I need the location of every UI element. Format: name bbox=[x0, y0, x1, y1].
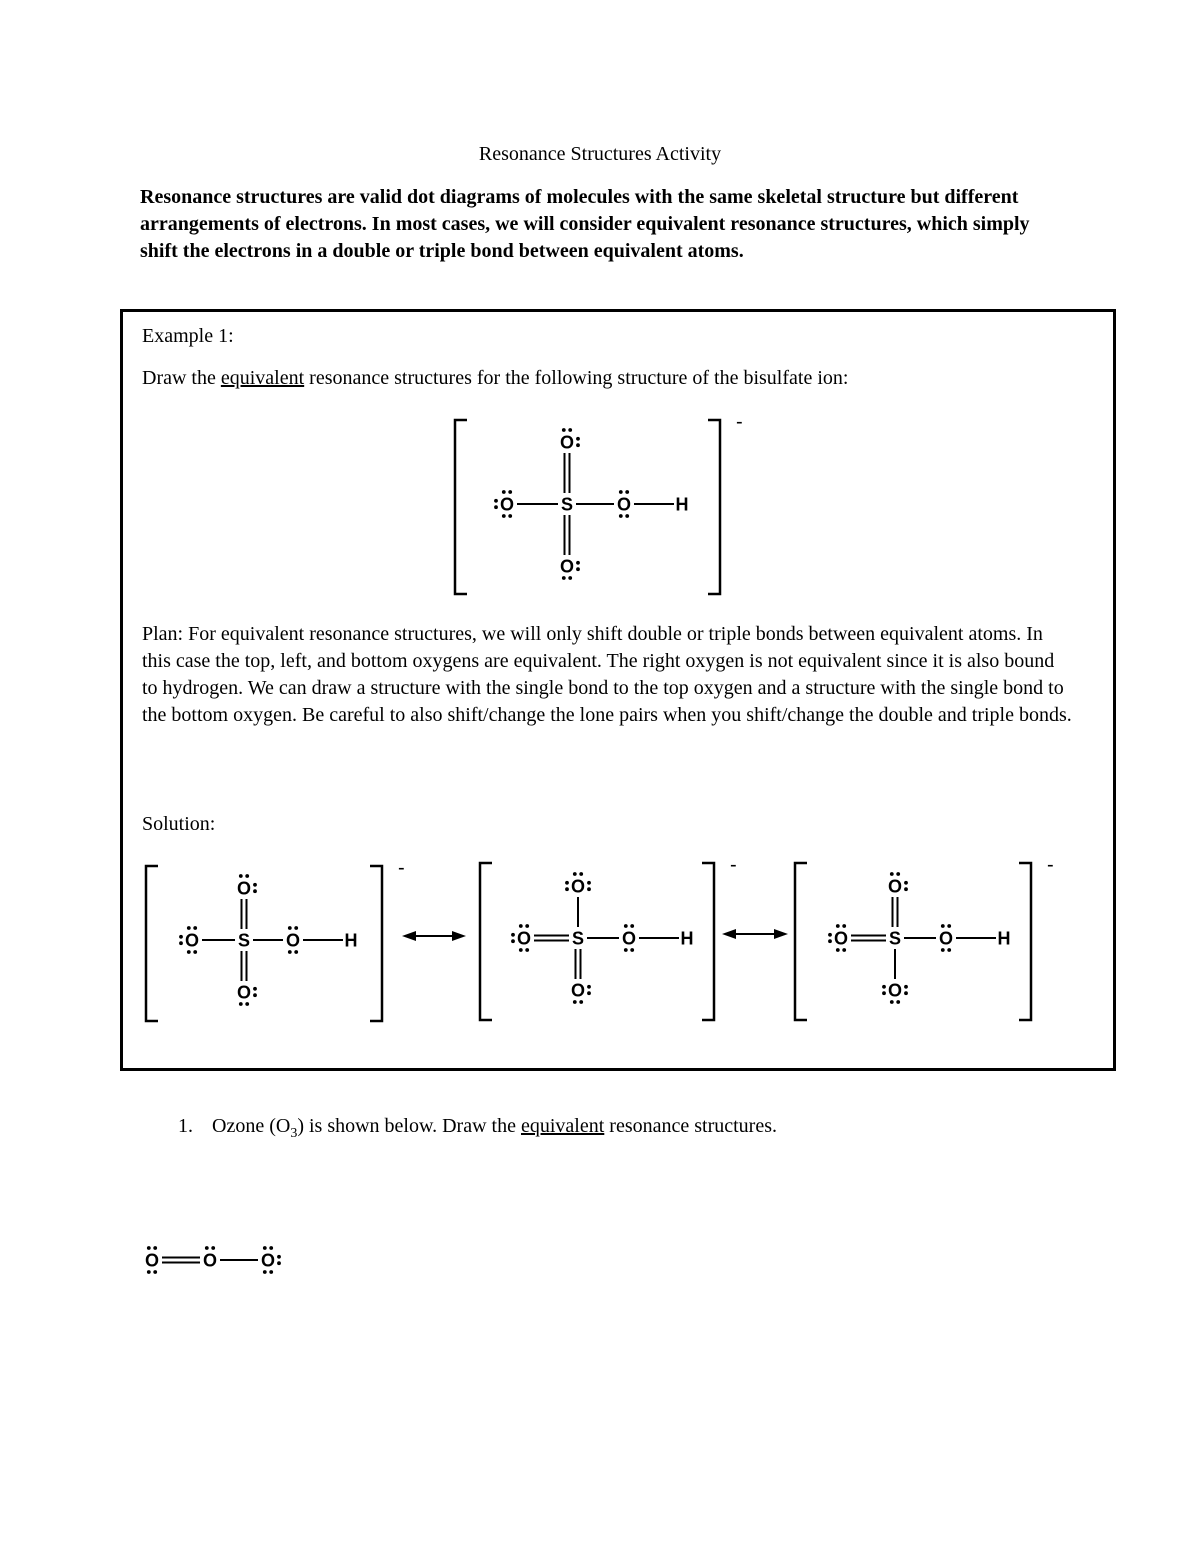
example-structure-left-oxygen-lp-top-dot-1 bbox=[508, 490, 512, 494]
solution-2-structure-left-oxygen-lp-left-dot-1 bbox=[511, 939, 515, 943]
solution-1-structure-top-oxygen-lp-top-dot-0 bbox=[239, 874, 243, 878]
ozone-left-oxygen-atom: O bbox=[144, 1250, 160, 1271]
solution-3-structure-hydrogen-atom: H bbox=[997, 928, 1011, 949]
example-structure-left-oxygen-lp-left-dot-0 bbox=[494, 499, 498, 503]
solution-3-structure-bottom-oxygen-lp-right-dot-0 bbox=[904, 985, 908, 989]
solution-3-structure-right-oxygen-lp-top-dot-1 bbox=[947, 924, 951, 928]
solution-1-structure-right-oxygen-lp-bottom-dot-1 bbox=[294, 950, 298, 954]
instruction-suffix: resonance structures for the following structure of the bisulfate ion: bbox=[304, 367, 849, 389]
example-structure-bottom-oxygen-lp-bottom-dot-1 bbox=[568, 576, 572, 580]
solution-2-structure-top-oxygen-lp-left-dot-0 bbox=[565, 881, 569, 885]
solution-1-structure-top-oxygen-lp-top-dot-1 bbox=[245, 874, 249, 878]
solution-2-structure-top-oxygen-atom: O bbox=[570, 876, 586, 897]
solution-2-charge: - bbox=[730, 854, 737, 876]
solution-1-structure-left-oxygen-lp-bottom-dot-1 bbox=[193, 950, 197, 954]
solution-2-structure-bottom-oxygen-lp-right-dot-0 bbox=[587, 985, 591, 989]
example-structure-bottom-oxygen-lp-bottom-dot-0 bbox=[562, 576, 566, 580]
solution-1-structure-bottom-oxygen-lp-bottom-dot-1 bbox=[245, 1002, 249, 1006]
solution-2-structure-right-oxygen-lp-bottom-dot-0 bbox=[624, 948, 628, 952]
instruction-prefix: Draw the bbox=[142, 367, 221, 389]
ozone-right-oxygen-lp-top-dot-1 bbox=[269, 1246, 273, 1250]
solution-1-structure-left-oxygen-lp-left-dot-0 bbox=[179, 935, 183, 939]
example-structure-hydrogen-atom: H bbox=[675, 494, 689, 515]
ozone-left-oxygen-lp-bottom-dot-0 bbox=[147, 1270, 151, 1274]
solution-2-structure-top-oxygen-lp-right-dot-0 bbox=[587, 881, 591, 885]
solution-1-structure-left-oxygen-lp-top-dot-1 bbox=[193, 926, 197, 930]
solution-1-right-bracket bbox=[370, 866, 382, 1021]
example-structure-right-oxygen-lp-top-dot-0 bbox=[619, 490, 623, 494]
solution-2-structure-bottom-oxygen-lp-bottom-dot-0 bbox=[573, 1000, 577, 1004]
solution-1-structure-right-oxygen-lp-top-dot-0 bbox=[288, 926, 292, 930]
solution-1-structure-hydrogen-atom: H bbox=[344, 930, 358, 951]
solution-3-structure-bottom-oxygen-lp-bottom-dot-1 bbox=[896, 1000, 900, 1004]
solution-3-left-bracket bbox=[795, 863, 807, 1020]
example-structure-bottom-oxygen-lp-right-dot-0 bbox=[576, 561, 580, 565]
ozone-right-oxygen-lp-top-dot-0 bbox=[263, 1246, 267, 1250]
solution-3-structure-left-oxygen-lp-top-dot-1 bbox=[842, 924, 846, 928]
solution-label: Solution: bbox=[142, 813, 216, 835]
question-prefix: Ozone (O bbox=[212, 1115, 291, 1137]
example-structure-top-oxygen-lp-right-dot-1 bbox=[576, 443, 580, 447]
example-structure-top-oxygen-lp-top-dot-1 bbox=[568, 428, 572, 432]
solution-2-structure-top-oxygen-lp-top-dot-0 bbox=[573, 872, 577, 876]
solution-2-structure-top-oxygen-lp-top-dot-1 bbox=[579, 872, 583, 876]
example-structure-left-oxygen-lp-bottom-dot-0 bbox=[502, 514, 506, 518]
example-label: Example 1: bbox=[142, 325, 234, 347]
solution-2-structure-hydrogen-atom: H bbox=[680, 928, 694, 949]
solution-3-structure-top-oxygen-lp-top-dot-0 bbox=[890, 872, 894, 876]
solution-1-structure-bottom-oxygen-lp-bottom-dot-0 bbox=[239, 1002, 243, 1006]
solution-2-right-bracket bbox=[702, 863, 714, 1020]
solution-3-structure-bottom-oxygen-lp-left-dot-1 bbox=[882, 991, 886, 995]
solution-3-structure-left-oxygen-lp-left-dot-1 bbox=[828, 939, 832, 943]
solution-2-structure-right-oxygen-lp-top-dot-0 bbox=[624, 924, 628, 928]
example-structure-bottom-oxygen-atom: O bbox=[559, 556, 575, 577]
ozone-right-oxygen-lp-bottom-dot-1 bbox=[269, 1270, 273, 1274]
example-structure-left-oxygen-atom: O bbox=[499, 494, 515, 515]
question-number: 1. bbox=[178, 1115, 193, 1137]
question-subscript: 3 bbox=[290, 1126, 298, 1141]
solution-3-charge: - bbox=[1047, 854, 1054, 876]
example-structure-left-oxygen-lp-top-dot-0 bbox=[502, 490, 506, 494]
example-structure-bottom-oxygen-lp-right-dot-1 bbox=[576, 567, 580, 571]
ozone-left-oxygen-lp-bottom-dot-1 bbox=[153, 1270, 157, 1274]
solution-1-structure-top-oxygen-lp-right-dot-1 bbox=[253, 889, 257, 893]
solution-3-structure-bottom-oxygen-lp-right-dot-1 bbox=[904, 991, 908, 995]
example-structure-top-oxygen-atom: O bbox=[559, 432, 575, 453]
solution-3-structure-top-oxygen-lp-right-dot-1 bbox=[904, 887, 908, 891]
ozone-right-oxygen-lp-bottom-dot-0 bbox=[263, 1270, 267, 1274]
solution-3-structure-bottom-oxygen-atom: O bbox=[887, 980, 903, 1001]
solution-2-structure-left-oxygen-lp-top-dot-0 bbox=[519, 924, 523, 928]
solution-3-structure-left-oxygen-lp-top-dot-0 bbox=[836, 924, 840, 928]
solution-3-right-bracket bbox=[1019, 863, 1031, 1020]
resonance-arrow-2-right-head bbox=[774, 929, 788, 939]
solution-2-structure-right-oxygen-atom: O bbox=[621, 928, 637, 949]
example-ion-left-bracket bbox=[455, 420, 467, 594]
example-structure-sulfur-atom: S bbox=[560, 494, 574, 515]
solution-1-structure-bottom-oxygen-lp-right-dot-0 bbox=[253, 987, 257, 991]
solution-3-structure-left-oxygen-lp-left-dot-0 bbox=[828, 933, 832, 937]
example-structure-left-oxygen-lp-bottom-dot-1 bbox=[508, 514, 512, 518]
solution-1-structure-top-oxygen-atom: O bbox=[236, 878, 252, 899]
solution-2-structure-sulfur-atom: S bbox=[571, 928, 585, 949]
example-ion-charge: - bbox=[736, 411, 743, 433]
solution-2-structure-bottom-oxygen-lp-bottom-dot-1 bbox=[579, 1000, 583, 1004]
example-structure-right-oxygen-lp-bottom-dot-0 bbox=[619, 514, 623, 518]
instruction-underlined: equivalent bbox=[220, 367, 305, 389]
solution-2-left-bracket bbox=[480, 863, 492, 1020]
solution-2-structure-right-oxygen-lp-top-dot-1 bbox=[630, 924, 634, 928]
solution-1-structure-bottom-oxygen-atom: O bbox=[236, 982, 252, 1003]
solution-1-structure-left-oxygen-lp-top-dot-0 bbox=[187, 926, 191, 930]
solution-2-structure-left-oxygen-lp-bottom-dot-0 bbox=[519, 948, 523, 952]
example-ion-right-bracket bbox=[708, 420, 720, 594]
example-structure-top-oxygen-lp-right-dot-0 bbox=[576, 437, 580, 441]
solution-3-structure-right-oxygen-atom: O bbox=[938, 928, 954, 949]
solution-2-structure-left-oxygen-atom: O bbox=[516, 928, 532, 949]
solution-2-structure-left-oxygen-lp-top-dot-1 bbox=[525, 924, 529, 928]
page-title: Resonance Structures Activity bbox=[478, 143, 722, 165]
example-structure-top-oxygen-lp-top-dot-0 bbox=[562, 428, 566, 432]
solution-3-structure-left-oxygen-atom: O bbox=[833, 928, 849, 949]
solution-3-structure-top-oxygen-atom: O bbox=[887, 876, 903, 897]
ozone-center-oxygen-atom: O bbox=[202, 1250, 218, 1271]
plan-paragraph: Plan: For equivalent resonance structures, we will only shift double or triple bonds between equivalent atoms. In this case the top, left, and bottom oxygens are equivalent. The right oxygen is not equivalent since it is also bound to hydrogen. We can draw a structure with the single bond to the top oxygen and a structure with the single bond to the bottom oxygen. Be careful to also shift/change the lone pairs when you shift/change the double and triple bonds. bbox=[142, 623, 1072, 726]
ozone-right-oxygen-atom: O bbox=[260, 1250, 276, 1271]
question-middle: ) is shown below. Draw the bbox=[297, 1115, 521, 1137]
solution-3-structure-left-oxygen-lp-bottom-dot-1 bbox=[842, 948, 846, 952]
solution-1-structure-left-oxygen-lp-left-dot-1 bbox=[179, 941, 183, 945]
solution-1-structure-top-oxygen-lp-right-dot-0 bbox=[253, 883, 257, 887]
solution-2-structure-bottom-oxygen-atom: O bbox=[570, 980, 586, 1001]
intro-paragraph: Resonance structures are valid dot diagrams of molecules with the same skeletal structure but different arrangements of electrons. In most cases, we will consider equivalent resonance structures, which simply shift the electrons in a double or triple bond between equivalent atoms. bbox=[140, 186, 1030, 262]
solution-2-structure-top-oxygen-lp-left-dot-1 bbox=[565, 887, 569, 891]
solution-1-structure-right-oxygen-lp-top-dot-1 bbox=[294, 926, 298, 930]
solution-2-structure-right-oxygen-lp-bottom-dot-1 bbox=[630, 948, 634, 952]
solution-2-structure-top-oxygen-lp-right-dot-1 bbox=[587, 887, 591, 891]
solution-2-structure-left-oxygen-lp-left-dot-0 bbox=[511, 933, 515, 937]
ozone-right-oxygen-lp-right-dot-1 bbox=[277, 1261, 281, 1265]
solution-1-structure-bottom-oxygen-lp-right-dot-1 bbox=[253, 993, 257, 997]
ozone-center-oxygen-lp-top-dot-0 bbox=[205, 1246, 209, 1250]
solution-1-structure-left-oxygen-atom: O bbox=[184, 930, 200, 951]
solution-3-structure-top-oxygen-lp-top-dot-1 bbox=[896, 872, 900, 876]
example-structure-left-oxygen-lp-left-dot-1 bbox=[494, 505, 498, 509]
solution-3-structure-right-oxygen-lp-top-dot-0 bbox=[941, 924, 945, 928]
solution-3-structure-right-oxygen-lp-bottom-dot-1 bbox=[947, 948, 951, 952]
solution-3-structure-bottom-oxygen-lp-left-dot-0 bbox=[882, 985, 886, 989]
solution-1-structure-right-oxygen-atom: O bbox=[285, 930, 301, 951]
question-suffix: resonance structures. bbox=[604, 1115, 778, 1137]
solution-1-charge: - bbox=[398, 857, 405, 879]
ozone-right-oxygen-lp-right-dot-0 bbox=[277, 1255, 281, 1259]
example-structure-right-oxygen-atom: O bbox=[616, 494, 632, 515]
resonance-arrow-1-right-head bbox=[452, 931, 466, 941]
solution-3-structure-sulfur-atom: S bbox=[888, 928, 902, 949]
solution-2-structure-left-oxygen-lp-bottom-dot-1 bbox=[525, 948, 529, 952]
ozone-center-oxygen-lp-top-dot-1 bbox=[211, 1246, 215, 1250]
solution-1-structure-right-oxygen-lp-bottom-dot-0 bbox=[288, 950, 292, 954]
solution-3-structure-bottom-oxygen-lp-bottom-dot-0 bbox=[890, 1000, 894, 1004]
resonance-arrow-2-left-head bbox=[722, 929, 736, 939]
example-structure-right-oxygen-lp-top-dot-1 bbox=[625, 490, 629, 494]
resonance-arrow-1-left-head bbox=[402, 931, 416, 941]
question-underlined: equivalent bbox=[520, 1115, 605, 1137]
solution-1-left-bracket bbox=[146, 866, 158, 1021]
solution-1-structure-sulfur-atom: S bbox=[237, 930, 251, 951]
solution-3-structure-right-oxygen-lp-bottom-dot-0 bbox=[941, 948, 945, 952]
ozone-left-oxygen-lp-top-dot-1 bbox=[153, 1246, 157, 1250]
solution-2-structure-bottom-oxygen-lp-right-dot-1 bbox=[587, 991, 591, 995]
ozone-left-oxygen-lp-top-dot-0 bbox=[147, 1246, 151, 1250]
example-structure-right-oxygen-lp-bottom-dot-1 bbox=[625, 514, 629, 518]
solution-3-structure-top-oxygen-lp-right-dot-0 bbox=[904, 881, 908, 885]
solution-1-structure-left-oxygen-lp-bottom-dot-0 bbox=[187, 950, 191, 954]
solution-3-structure-left-oxygen-lp-bottom-dot-0 bbox=[836, 948, 840, 952]
